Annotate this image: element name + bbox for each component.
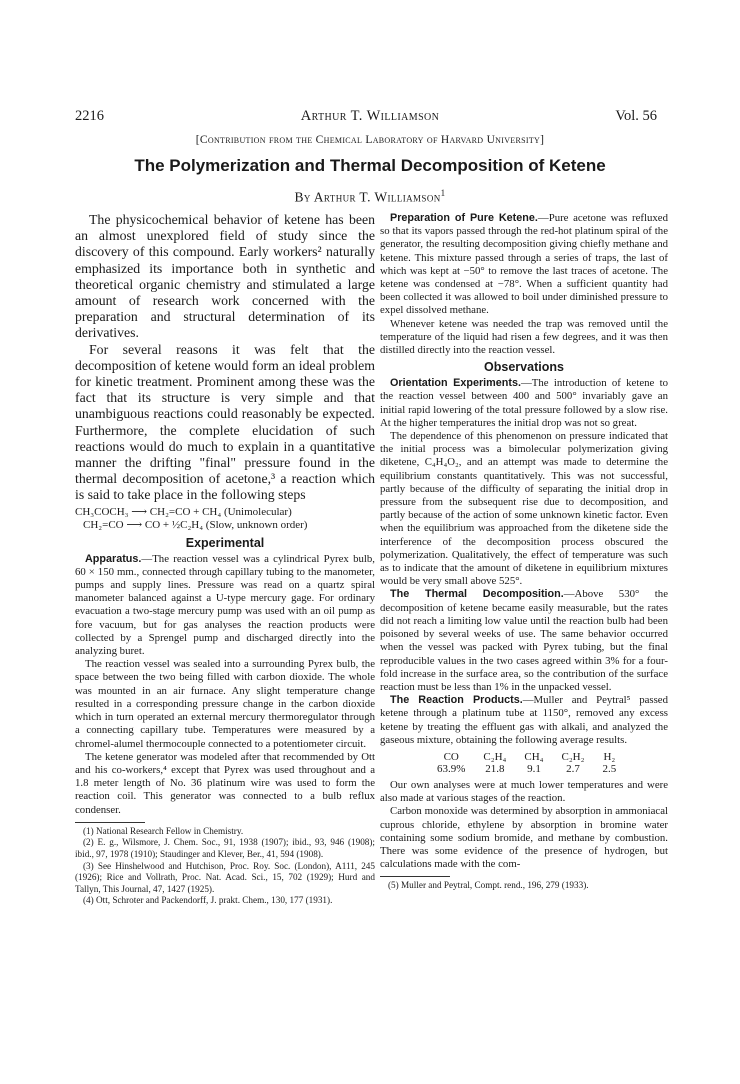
article-title: The Polymerization and Thermal Decomposition of Ketene: [134, 156, 606, 175]
apparatus-run-in-heading: Apparatus.: [85, 552, 142, 565]
preparation-paragraph: [380, 212, 668, 318]
absorption-paragraph: Carbon monoxide was determined by absorption in ammoniacal cuprous chloride, ethylene by absorption in bromine water containing some sodium bromide, and methane by combustion. There was some evidence of the presence of hydrogen, but calculations made with the com-: [380, 805, 668, 871]
table-header-cell: CO: [443, 750, 459, 763]
orientation-text: —The introduction of ketene to the reaction vessel between 400 and 500° invariably gave an initial rapid lowering of the total pressure followed by a slow rise. At the higher temperatures the initial drop was not so great.: [380, 377, 668, 429]
table-cell: 63.9%: [437, 762, 466, 775]
polymerization-paragraph: The dependence of this phenomenon on pressure indicated that the initial process was a bimolecular polymerization giving diketene, C₄H₄O₂, and an attempt was made to determine the equilibrium constants quantitatively. This was not successful, partly because of the difficulty of separating the initial drop in pressure from the subsequent rise due to decomposition, and partly because of the action of some unknown kinetic factor. Even when the equilibrium was approached from the diketene side the interference of the decomposition process obscured the polymerization. Qualitatively, the effect of temperature was such as to indicate that the amount of diketene in equilibrium mixtures would be very small above 525°.: [380, 430, 668, 588]
orientation-paragraph: [380, 377, 668, 430]
table-header-cell: H₂: [603, 750, 616, 763]
footnote-3: (3) See Hinshelwood and Hutchison, Proc. Roy. Soc. (London), A111, 245 (1926); Rice and Vollrath, Proc. Nat. Acad. Sci., 15, 702 (1929); Hurd and Tallyn, This Journal, 47, 1427 (1925).: [75, 860, 375, 894]
orientation-run-in-heading: Orientation Experiments.: [390, 377, 521, 390]
apparatus-text: —The reaction vessel was a cylindrical Pyrex bulb, 60 × 150 mm., connected through capillary tubing to the manometer, pumps and supply lines. Pressure was read on a quartz spiral manometer balanced against a U-type mercury gage. For ordinary evacuation a two-stage mercury pump was used with an oil pump as fore vacuum, but for gas analyses the reaction products were collected by a Sprengel pump and discharged directly into the analyzing buret.: [75, 552, 375, 658]
reaction-equations: [75, 506, 375, 532]
experimental-heading: Experimental: [185, 535, 265, 550]
table-row: [428, 763, 625, 775]
right-column: [380, 212, 668, 892]
footnotes: [75, 826, 375, 907]
table-cell: 2.5: [602, 762, 617, 775]
gas-analysis-table: [428, 751, 625, 775]
table-header-row: [428, 751, 625, 763]
footnote-rule: [380, 876, 450, 877]
equation-2: CH₂=CO ⟶ CO + ½C₂H₄ (Slow, unknown order): [83, 518, 308, 531]
products-text: —Muller and Peytral⁵ passed ketene through a platinum tube at 1150°, removed any excess ketene by treating the effluent gas with alkali, and analyzed the gaseous mixture, obtaining the following average results.: [380, 694, 668, 746]
page-number: 2216: [75, 108, 104, 124]
products-run-in-heading: The Reaction Products.: [390, 694, 523, 707]
intro-paragraph: The physicochemical behavior of ketene has been an almost unexplored field of study since the discovery of this compound. Early workers² naturally emphasized its importance both in synthetic and theoretical organic chemistry and stimulated a large amount of research work concerned with the preparation and structural determination of its derivatives.: [75, 212, 375, 341]
contribution-line: [Contribution from the Chemical Laboratory of Harvard University]: [195, 134, 545, 146]
table-cell: 2.7: [566, 762, 580, 775]
motivation-paragraph: For several reasons it was felt that the decomposition of ketene would form an ideal problem for kinetic treatment. Prominent among these was the fact that its structure is very simple and that unambiguous reactions could reasonably be expected. Furthermore, the complete elucidation of such reactions would do much to explain in a quantitative manner the drifting "final" pressure found in the thermal decomposition of acetone,³ a reaction which is said to take place in the following steps: [75, 341, 376, 503]
left-column: [75, 212, 375, 907]
generator-paragraph: The ketene generator was modeled after that recommended by Ott and his co-workers,⁴ except that Pyrex was used throughout and a 1.8 meter length of No. 36 platinum wire was used to form the reaction coil. This generator was connected to a bulb reflux condenser.: [75, 750, 375, 816]
author-footnote-marker: 1: [440, 188, 446, 198]
running-title: Arthur T. Williamson: [300, 108, 440, 124]
byline: [0, 188, 740, 206]
products-paragraph: [380, 694, 668, 747]
apparatus-paragraph: [75, 553, 375, 659]
equation-1: CH₃COCH₃ ⟶ CH₂=CO + CH₄ (Unimolecular): [75, 505, 292, 518]
footnote-rule: [75, 822, 145, 823]
thermal-run-in-heading: The Thermal Decomposition.: [390, 588, 564, 601]
footnote-2: (2) E. g., Wilsmore, J. Chem. Soc., 91, 1938 (1907); ibid., 93, 946 (1908); ibid., 97, 1978 (1910); Staudinger and Klever, Ber., 41, 594 (1908).: [75, 837, 375, 859]
footnote-4: (4) Ott, Schroter and Packendorff, J. prakt. Chem., 130, 177 (1931).: [83, 895, 333, 906]
observations-heading: Observations: [484, 360, 564, 375]
table-cell: 21.8: [485, 762, 505, 775]
footnote-1: (1) National Research Fellow in Chemistry.: [83, 825, 244, 836]
table-header-cell: CH₄: [524, 750, 544, 763]
vessel-paragraph: The reaction vessel was sealed into a surrounding Pyrex bulb, the space between the two being filled with carbon dioxide. The whole was mounted in an air furnace. Any slight temperature change resulted in a corresponding pressure change in the carbon dioxide which in turn operated an external mercury thermoregulator through a connecting capillary tube. Temperatures were measured by a chromel-alumel thermocouple connected to a potentiometer circuit.: [75, 658, 375, 750]
distillation-paragraph: Whenever ketene was needed the trap was removed until the temperature of the liquid had risen a few degrees, and it was then distilled directly into the reaction vessel.: [380, 317, 668, 357]
table-header-cell: C₂H₄: [483, 750, 507, 763]
author-name: By Arthur T. Williamson: [294, 189, 441, 205]
thermal-text: —Above 530° the decomposition of ketene became easily measurable, but the rates did not reach a limiting low value until the reaction bulb had been poisoned by several weeks of use. The same behavior occurred when the vessel was packed with Pyrex tubing, but the final reproducible values in the two cases agreed within 3% for a four-fold increase in the surface area, so the contribution of the surface reaction must be less than 1% in the unpacked vessel.: [380, 588, 668, 693]
volume-label: Vol. 56: [615, 108, 657, 124]
footnote-5: (5) Muller and Peytral, Compt. rend., 196, 279 (1933).: [388, 880, 589, 891]
own-analyses-paragraph: Our own analyses were at much lower temperatures and were also made at various stages of the reaction.: [380, 778, 668, 805]
table-header-cell: C₂H₂: [561, 750, 585, 763]
preparation-run-in-heading: Preparation of Pure Ketene.: [390, 212, 538, 224]
thermal-paragraph: [380, 588, 668, 694]
preparation-text: —Pure acetone was refluxed so that its vapors passed through the red-hot platinum spiral of the generator, the resulting decomposition giving chiefly methane and ketene. This mixture passed through a series of traps, the last of which was kept at −50° to remove the last traces of acetone. The ketene was condensed at −78°. When a sufficient quantity had been collected it was allowed to boil under diminished pressure to expel dissolved methane.: [380, 212, 668, 317]
table-cell: 9.1: [527, 762, 541, 775]
